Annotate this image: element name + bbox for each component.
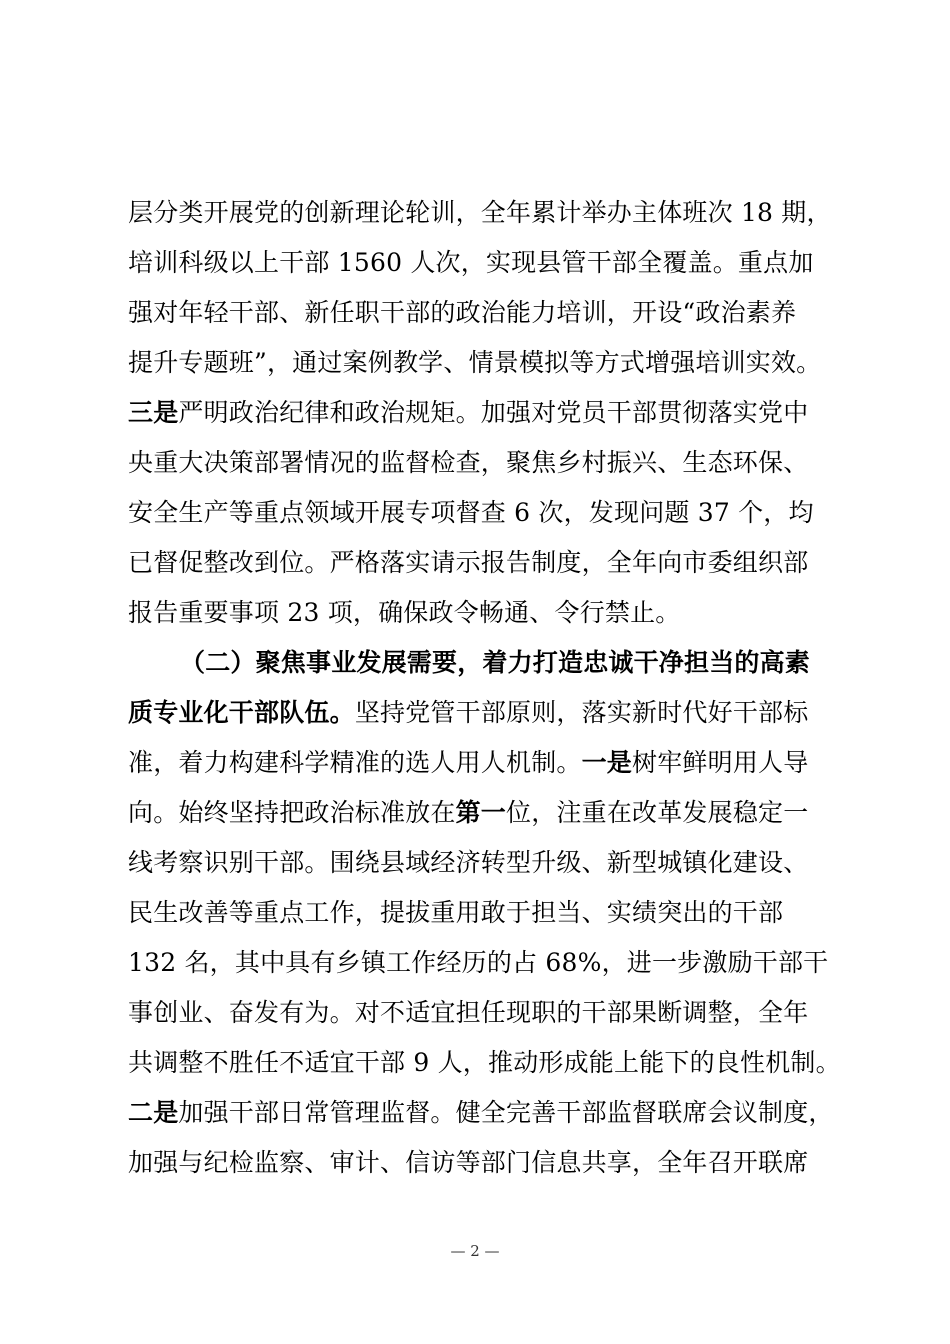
- body-text-segment: 报告重要事项 23 项，确保政令畅通、令行禁止。: [128, 598, 681, 627]
- body-text-segment: 加强干部日常管理监督。健全完善干部监督联席会议制度，: [178, 1098, 834, 1127]
- body-text-segment: 线考察识别干部。围绕县域经济转型升级、新型城镇化建设、: [128, 848, 809, 877]
- body-text-segment: 培训科级以上干部 1560 人次，实现县管干部全覆盖。重点加: [128, 248, 814, 277]
- body-text-segment: 加强与纪检监察、审计、信访等部门信息共享，全年召开联席: [128, 1148, 809, 1177]
- text-line: [128, 238, 848, 288]
- body-text-segment: 位，注重在改革发展稳定一: [506, 798, 809, 827]
- body-text-segment: 安全生产等重点领域开展专项督查 6 次，发现问题 37 个，均: [128, 498, 814, 527]
- text-line: [128, 1138, 848, 1188]
- text-line: [128, 838, 848, 888]
- body-text-segment: 强对年轻干部、新任职干部的政治能力培训，开设“政治素养: [128, 298, 797, 327]
- text-line: [128, 888, 848, 938]
- text-line: [128, 288, 848, 338]
- body-text-segment: 央重大决策部署情况的监督检查，聚焦乡村振兴、生态环保、: [128, 448, 809, 477]
- text-line: [128, 788, 848, 838]
- body-text-segment: 层分类开展党的创新理论轮训，全年累计举办主体班次 18 期，: [128, 198, 832, 227]
- body-text-segment: 准，着力构建科学精准的选人用人机制。: [128, 748, 582, 777]
- text-line: [128, 188, 848, 238]
- body-text-segment: 已督促整改到位。严格落实请示报告制度，全年向市委组织部: [128, 548, 809, 577]
- text-line: [128, 1038, 848, 1088]
- text-line: [128, 588, 848, 638]
- text-line: [128, 988, 848, 1038]
- body-text-segment: 事创业、奋发有为。对不适宜担任现职的干部果断调整，全年: [128, 998, 809, 1027]
- body-text-segment: 132 名，其中具有乡镇工作经历的占 68%，进一步激励干部干: [128, 948, 829, 977]
- body-text-segment: 民生改善等重点工作，提拔重用敢于担当、实绩突出的干部: [128, 898, 784, 927]
- text-line: [128, 738, 848, 788]
- body-text-segment: 共调整不胜任不适宜干部 9 人，推动形成能上能下的良性机制。: [128, 1048, 841, 1077]
- bold-text: 二是: [128, 1098, 179, 1127]
- text-line: [128, 1088, 848, 1138]
- text-line: [128, 388, 848, 438]
- body-text-segment: 向。始终坚持把政治标准放在: [128, 798, 456, 827]
- bold-text: 一是: [581, 748, 633, 777]
- bold-text: （二）聚焦事业发展需要，着力打造忠诚干净担当的高素: [180, 648, 811, 677]
- body-text-segment: 严明政治纪律和政治规矩。加强对党员干部贯彻落实党中: [178, 398, 809, 427]
- bold-text: 三是: [128, 398, 179, 427]
- text-line: [128, 688, 848, 738]
- text-line: [128, 638, 848, 688]
- text-line: [128, 938, 848, 988]
- body-text-segment: 提升专题班”，通过案例教学、情景模拟等方式增强培训实效。: [128, 348, 822, 377]
- bold-text: 第一: [455, 798, 507, 827]
- text-line: [128, 438, 848, 488]
- body-text-segment: 坚持党管干部原则，落实新时代好干部标: [354, 698, 809, 727]
- body-text-segment: 树牢鲜明用人导: [632, 748, 809, 777]
- page-number: — 2 —: [450, 1242, 500, 1260]
- text-line: [128, 488, 848, 538]
- body-text: [128, 188, 848, 1188]
- bold-text: 质专业化干部队伍。: [128, 698, 355, 727]
- text-line: [128, 338, 848, 388]
- text-line: [128, 538, 848, 588]
